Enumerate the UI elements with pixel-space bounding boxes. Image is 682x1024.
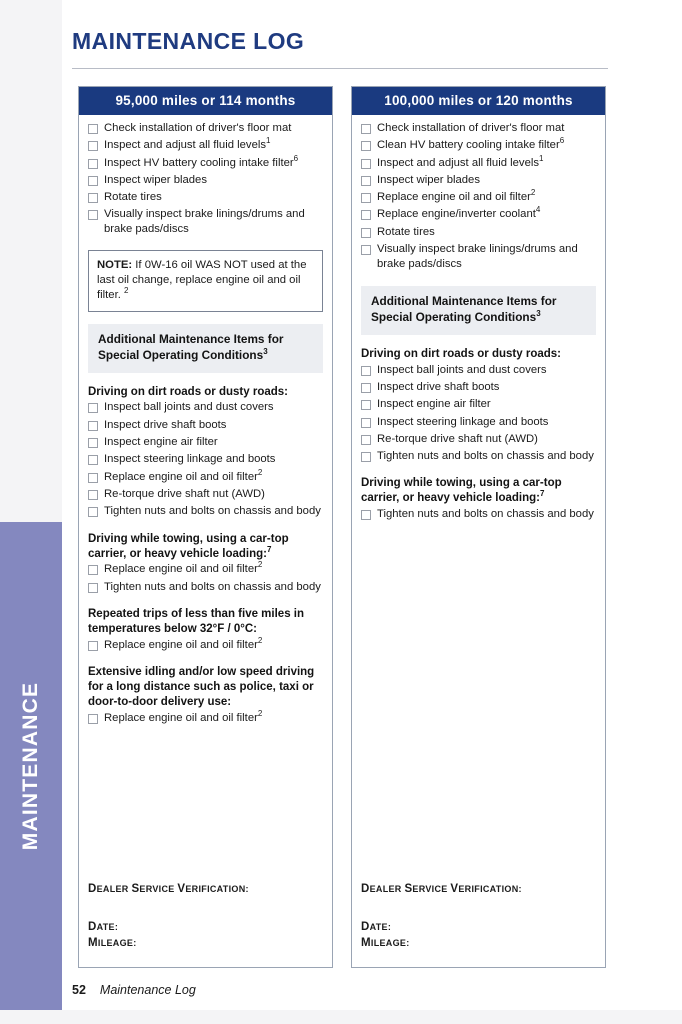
checklist-item[interactable]: [361, 207, 596, 222]
checkbox-icon[interactable]: [88, 421, 98, 431]
condition-checklist: [361, 507, 596, 524]
additional-maintenance-banner: Additional Maintenance Items for Special Operating Conditions$^3$: [88, 324, 323, 373]
condition-checklist: [88, 711, 323, 728]
checklist-item-label: Inspect drive shaft boots: [104, 418, 227, 431]
column-header: 100,000 miles or 120 months: [352, 87, 605, 115]
condition-heading: Driving while towing, using a car-top carrier, or heavy vehicle loading:$^7$: [361, 477, 562, 505]
footnote-marker: 3: [536, 309, 541, 319]
checklist-item-label: Inspect HV battery cooling intake filter$^6$: [104, 153, 299, 169]
checklist-item-label: Inspect steering linkage and boots: [104, 453, 276, 466]
checklist-item-label: Re-torque drive shaft nut (AWD): [377, 432, 538, 445]
checkbox-icon[interactable]: [361, 435, 371, 445]
checklist-item-label: Inspect wiper blades: [104, 173, 207, 186]
checklist-item-label: Inspect wiper blades: [377, 173, 480, 186]
checklist-item[interactable]: [361, 415, 596, 430]
checklist-item[interactable]: [88, 190, 323, 205]
checkbox-icon[interactable]: [361, 245, 371, 255]
condition-heading: Driving on dirt roads or dusty roads:: [361, 347, 561, 360]
dealer-mileage-label[interactable]: MILEAGE:: [88, 937, 137, 949]
note-box: [88, 250, 323, 312]
footnote-marker: 6: [559, 136, 565, 146]
maintenance-column: [351, 86, 606, 968]
footer-section-name: Maintenance Log: [99, 983, 196, 997]
checkbox-icon[interactable]: [88, 490, 98, 500]
checklist-item[interactable]: [88, 418, 323, 433]
column-header: 95,000 miles or 114 months: [79, 87, 332, 115]
checkbox-icon[interactable]: [361, 418, 371, 428]
checklist-item[interactable]: [361, 225, 596, 240]
checklist-item-label: Tighten nuts and bolts on chassis and body: [104, 580, 321, 593]
primary-checklist: [361, 121, 596, 274]
checklist-item-label: Inspect drive shaft boots: [377, 381, 500, 393]
checklist-item[interactable]: [361, 380, 596, 395]
checklist-item[interactable]: [361, 242, 596, 272]
page-footer: [72, 983, 196, 997]
checklist-item[interactable]: [361, 363, 596, 378]
checklist-item-label: Inspect and adjust all fluid levels$^1$: [104, 136, 271, 152]
condition-checklist: [88, 400, 323, 521]
checklist-item-label: Replace engine/inverter coolant$^4$: [377, 205, 541, 221]
footnote-marker: 2: [257, 709, 263, 719]
checklist-item-label: Tighten nuts and bolts on chassis and body: [377, 508, 594, 521]
dealer-date-label[interactable]: DATE:: [361, 921, 392, 933]
checklist-item[interactable]: [88, 400, 323, 415]
checklist-item-label: Replace engine oil and oil filter$^2$: [104, 636, 263, 651]
checkbox-icon[interactable]: [88, 473, 98, 483]
checklist-item[interactable]: [361, 153, 596, 171]
dealer-date-label[interactable]: DATE:: [88, 921, 119, 933]
dealer-verification-label: DEALER SERVICE VERIFICATION:: [361, 883, 522, 895]
checkbox-icon[interactable]: [88, 176, 98, 186]
checkbox-icon[interactable]: [88, 210, 98, 220]
checkbox-icon[interactable]: [361, 141, 371, 151]
checkbox-icon[interactable]: [88, 714, 98, 724]
section-side-tab: [0, 522, 62, 1010]
condition-checklist: [88, 638, 323, 655]
checkbox-icon[interactable]: [361, 383, 371, 393]
checklist-item[interactable]: [88, 638, 323, 653]
checkbox-icon[interactable]: [88, 124, 98, 134]
note-label: NOTE:: [97, 258, 133, 271]
condition-heading: Driving on dirt roads or dusty roads:: [88, 385, 288, 398]
checklist-item[interactable]: [88, 121, 323, 136]
checklist-item[interactable]: [361, 449, 596, 464]
checklist-item[interactable]: [88, 711, 323, 726]
checklist-item[interactable]: [88, 580, 323, 595]
checklist-item-label: Visually inspect brake linings/drums and brake pads/discs: [377, 243, 578, 270]
primary-checklist: [88, 121, 323, 240]
checklist-item[interactable]: [361, 190, 596, 205]
checklist-item[interactable]: [361, 138, 596, 153]
checkbox-icon[interactable]: [361, 176, 371, 186]
checklist-item[interactable]: [88, 138, 323, 153]
checklist-item[interactable]: [88, 435, 323, 450]
checklist-item[interactable]: [88, 467, 323, 485]
checklist-item-label: Inspect ball joints and dust covers: [377, 363, 547, 376]
checklist-item[interactable]: [88, 207, 323, 237]
checklist-item-label: Check installation of driver's floor mat: [104, 122, 292, 134]
checklist-item[interactable]: [88, 487, 323, 502]
condition-checklist: [361, 363, 596, 467]
footnote-marker: 2: [257, 467, 263, 477]
checklist-item-label: Check installation of driver's floor mat: [377, 122, 565, 134]
checkbox-icon[interactable]: [88, 507, 98, 517]
checklist-item-label: Tighten nuts and bolts on chassis and body: [377, 450, 594, 463]
page-number: 52: [72, 983, 86, 997]
checklist-item[interactable]: [361, 121, 596, 136]
page-bottom-margin: [0, 1010, 682, 1024]
checkbox-icon[interactable]: [361, 452, 371, 462]
checklist-item[interactable]: [88, 452, 323, 467]
condition-checklist: [88, 562, 323, 597]
dealer-service-block: [361, 883, 596, 967]
additional-maintenance-banner: Additional Maintenance Items for Special Operating Conditions$^3$: [361, 286, 596, 335]
checklist-item-label: Visually inspect brake linings/drums and brake pads/discs: [104, 208, 305, 236]
checklist-item-label: Replace engine oil and oil filter$^2$: [377, 188, 536, 204]
checklist-item[interactable]: [88, 504, 323, 519]
footnote-marker: 6: [293, 153, 299, 163]
checkbox-icon[interactable]: [361, 510, 371, 520]
checkbox-icon[interactable]: [88, 641, 98, 651]
page-title: MAINTENANCE LOG: [72, 28, 305, 54]
checklist-item-label: Replace engine oil and oil filter$^2$: [104, 467, 263, 483]
column-body: [352, 115, 605, 967]
footnote-marker: 7: [266, 544, 272, 554]
condition-heading: Extensive idling and/or low speed driving for a long distance such as police, taxi or door-to-door delivery use:: [88, 666, 315, 709]
condition-heading: Repeated trips of less than five miles in temperatures below 32°F / 0°C:: [88, 608, 305, 635]
checkbox-icon[interactable]: [88, 455, 98, 465]
condition-heading: Driving while towing, using a car-top carrier, or heavy vehicle loading:$^7$: [88, 532, 289, 560]
checkbox-icon[interactable]: [88, 141, 98, 151]
footnote-marker: 4: [535, 205, 541, 215]
checklist-item[interactable]: [361, 507, 596, 522]
checkbox-icon[interactable]: [361, 228, 371, 238]
checklist-item[interactable]: [361, 432, 596, 447]
checklist-item-label: Replace engine oil and oil filter$^2$: [104, 560, 263, 576]
dealer-service-block: [88, 883, 323, 967]
dealer-mileage-label[interactable]: MILEAGE:: [361, 937, 410, 949]
maintenance-column: [78, 86, 333, 968]
checklist-item[interactable]: [88, 173, 323, 188]
checklist-item-label: Rotate tires: [377, 225, 435, 238]
checkbox-icon[interactable]: [361, 210, 371, 220]
checklist-item[interactable]: [88, 153, 323, 171]
title-divider: [72, 68, 608, 69]
checkbox-icon[interactable]: [88, 403, 98, 413]
checkbox-icon[interactable]: [361, 193, 371, 203]
side-tab-label: MAINTENANCE: [19, 681, 42, 851]
footnote-marker: 7: [539, 489, 545, 499]
note-text: If 0W-16 oil WAS NOT used at the last oil change, replace engine oil and oil filter. $^2$: [97, 258, 307, 301]
checklist-item[interactable]: [361, 173, 596, 188]
checklist-item-label: Inspect and adjust all fluid levels$^1$: [377, 153, 544, 169]
checkbox-icon[interactable]: [361, 400, 371, 410]
checkbox-icon[interactable]: [361, 366, 371, 376]
checklist-item-label: Clean HV battery cooling intake filter$^6$: [377, 136, 565, 152]
checkbox-icon[interactable]: [88, 583, 98, 593]
dealer-verification-label: DEALER SERVICE VERIFICATION:: [88, 883, 249, 895]
checkbox-icon[interactable]: [88, 159, 98, 169]
footnote-marker: 1: [266, 136, 271, 146]
checkbox-icon[interactable]: [361, 124, 371, 134]
checklist-item[interactable]: [88, 562, 323, 577]
checklist-item-label: Replace engine oil and oil filter$^2$: [104, 709, 263, 725]
column-body: [79, 115, 332, 967]
checklist-item-label: Inspect steering linkage and boots: [377, 415, 549, 428]
checklist-item[interactable]: [361, 397, 596, 412]
checklist-item-label: Inspect engine air filter: [104, 436, 218, 449]
checklist-item-label: Inspect ball joints and dust covers: [104, 401, 274, 414]
checklist-item-label: Rotate tires: [104, 191, 162, 204]
checkbox-icon[interactable]: [361, 159, 371, 169]
checkbox-icon[interactable]: [88, 565, 98, 575]
footnote-marker: 3: [263, 346, 268, 356]
footnote-marker: 2: [124, 286, 129, 296]
checklist-item-label: Re-torque drive shaft nut (AWD): [104, 487, 265, 500]
checkbox-icon[interactable]: [88, 438, 98, 448]
footnote-marker: 1: [539, 153, 544, 163]
footnote-marker: 2: [530, 188, 536, 198]
footnote-marker: 2: [257, 636, 263, 646]
maintenance-columns: [78, 86, 606, 968]
checklist-item-label: Tighten nuts and bolts on chassis and body: [104, 505, 321, 518]
checkbox-icon[interactable]: [88, 193, 98, 203]
footnote-marker: 2: [257, 560, 263, 570]
checklist-item-label: Inspect engine air filter: [377, 398, 491, 411]
